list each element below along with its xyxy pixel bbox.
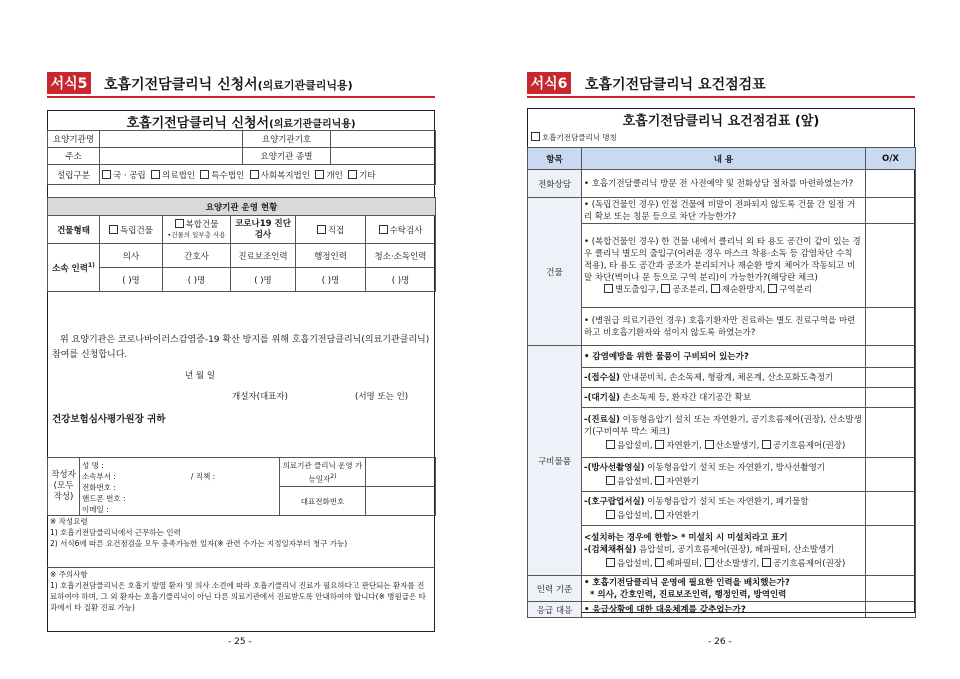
ox-supplies-a[interactable] <box>866 346 916 368</box>
sign-label: (서명 또는 인) <box>355 392 409 402</box>
sec-staffing-sub: * 의사, 간호인력, 진료보조인력, 행정인력, 방역인력 <box>590 589 787 600</box>
writer-table <box>47 457 436 516</box>
sec-building-b-text: • (복합건물인 경우) 한 건물 내에서 클리닉 외 타 용도 공간이 같이 있는 경우 클리닉 별도의 출입구(어려운 경우 마스크 착용·소독 등 감염차단 수칙 적용), 타 용도 공간과 공조가 분리되거나 재순환 방지 체어가 작동되고 비말 차단(벽이나 문 등으로 구역 분리)이 가능한가?(해당란 체크) <box>584 236 861 283</box>
est-option-medical-corp[interactable]: 의료법인 <box>151 171 195 181</box>
sec-supplies-xray: -(방사선촬영실) 이동형음압기 설치 또는 자연환기, 방사선촬영기 음압설비, 자연환기 <box>582 458 866 492</box>
writer-dept[interactable]: 소속부서 : / 직책 : <box>82 472 216 481</box>
form5-header-suffix: (의료기관클리닉용) <box>257 79 353 92</box>
ops-header: 요양기관 운영 현황 <box>48 198 436 216</box>
ox-supplies-exam[interactable] <box>866 408 916 458</box>
notes-item-1: 1) 호흡기전담클리닉에서 근무하는 인력 <box>50 528 181 537</box>
est-option-welfare-corp[interactable]: 사회복지법인 <box>250 171 310 181</box>
sec-emergency: 응급 대응 <box>528 602 582 618</box>
field-address[interactable] <box>100 148 243 165</box>
notes-item-2: 2) 서식6에 따른 요건점검을 모두 충족가능한 일자(※ 관련 수가는 지정일자부터 청구 가능) <box>50 539 348 548</box>
form5-info-table <box>47 130 436 185</box>
label-rep-phone: 대표전화번호 <box>280 487 366 516</box>
est-option-other[interactable]: 기타 <box>348 171 375 181</box>
sec-staffing: 인력 기준 <box>528 576 582 602</box>
sec-supplies-reception: -(접수실) 안내문비치, 손소독제, 형광계, 체온계, 산소포화도측정기 <box>582 368 866 388</box>
ox-staffing[interactable] <box>866 576 916 602</box>
label-institution-type: 요양기관 종별 <box>243 148 331 165</box>
form6-header-title: 호흡기전담클리닉 요건점검표 <box>585 77 766 93</box>
form5-header-line <box>47 96 435 98</box>
field-institution-name[interactable] <box>100 131 243 148</box>
sec-supplies-a: • 감염예방을 위한 물품이 구비되어 있는가? <box>582 346 866 368</box>
staff-count-admin[interactable]: ( )명 <box>296 268 366 292</box>
staff-col-admin: 행정인력 <box>296 244 366 268</box>
xray-opt-negative-pressure[interactable]: 음압설비 <box>606 477 650 487</box>
label-writer: 작성자 (모두 작성) <box>48 458 80 516</box>
staff-count-cleaning[interactable]: ( )명 <box>366 268 436 292</box>
caution-block <box>50 569 430 613</box>
ox-building-a[interactable] <box>866 198 916 224</box>
form5-title <box>47 112 435 131</box>
sec-building-a: • (독립건물인 경우) 인접 건물에 비말이 전파되지 않도록 건물 간 일정 거리 확보 또는 칭문 등으로 차단 가능한가? <box>582 198 866 224</box>
corona-opt-direct[interactable]: 직접 <box>296 216 366 244</box>
addressee: 건강보험심사평가원장 귀하 <box>52 414 166 425</box>
resp-opt-negative-pressure[interactable]: 음압설비 <box>606 511 650 521</box>
ox-supplies-reception[interactable] <box>866 368 916 388</box>
ox-supplies-specimen[interactable] <box>866 526 916 576</box>
resp-options: 음압설비, 자연환기 <box>584 510 863 522</box>
building-opt-standalone[interactable]: 독립건물 <box>100 216 163 244</box>
form6-header-line <box>527 96 915 98</box>
corona-opt-outsourced[interactable]: 수탁검사 <box>366 216 436 244</box>
specimen-note: <설치하는 경우에 한함> * 미설치 시 미설치라고 표기 <box>584 532 788 543</box>
staff-col-doctor: 의사 <box>100 244 163 268</box>
form5-title-suffix: (의료기관클리닉용) <box>269 119 356 130</box>
caution-title: ※ 주의사항 <box>50 570 88 579</box>
opt-hvac-separation[interactable]: 공조분리 <box>661 285 705 295</box>
writer-email[interactable]: 이메일 : <box>82 505 109 514</box>
opt-zone-separation[interactable]: 구역분리 <box>768 285 812 295</box>
exam-opt-negative-pressure[interactable]: 음압설비 <box>606 441 650 451</box>
ox-emergency[interactable] <box>866 602 916 618</box>
specimen-options: 음압설비, 헤파필터, 산소발생기, 공기흐름제어(권장) <box>584 558 863 570</box>
writer-fields <box>80 458 280 516</box>
writer-position[interactable]: / 직책 : <box>190 472 216 481</box>
writer-phone[interactable]: 전화번호 : <box>82 483 116 492</box>
form5-header-title-text: 호흡기전담클리닉 신청서 <box>104 77 258 93</box>
label-building-type: 건물형태 <box>48 216 100 244</box>
staff-col-nurse: 간호사 <box>163 244 231 268</box>
label-staff: 소속 인력$^{1)}$ <box>48 244 100 292</box>
sec-staffing-text: • 호흡기전담클리닉 운영에 필요한 인력을 배치했는가? * 의사, 간호인력, 진료보조인력, 행정인력, 방역인력 <box>582 576 866 602</box>
staff-col-cleaning: 청소·소독인력 <box>366 244 436 268</box>
form6-title: 호흡기전담클리닉 요건점검표 (앞) <box>622 114 820 129</box>
col-item: 항목 <box>528 148 582 170</box>
application-date[interactable]: 년 월 일 <box>185 371 216 381</box>
staff-count-assistant[interactable]: ( )명 <box>231 268 296 292</box>
opt-separate-entrance[interactable]: 별도출입구 <box>604 285 656 295</box>
label-establishment: 설립구분 <box>48 165 100 185</box>
sec-building-c: • (병원급 의료기관인 경우) 호흡기환자만 진료하는 별도 진료구역을 마련하고 비호흡기환자와 섞이지 않도록 하였는가? <box>582 308 866 346</box>
notes-divider <box>47 567 435 568</box>
clinic-name-line: 호흡기전담클리닉 명칭 <box>531 132 617 143</box>
ox-phone[interactable] <box>866 170 916 198</box>
staff-col-assistant: 진료보조인력 <box>231 244 296 268</box>
clinic-name-checkbox[interactable] <box>531 132 540 141</box>
col-content: 내 용 <box>582 148 866 170</box>
sec-emergency-text: • 응급상황에 대한 대응체계를 갖추었는가? <box>582 602 866 618</box>
est-option-special-corp[interactable]: 특수법인 <box>200 171 244 181</box>
label-institution-name: 요양기관명 <box>48 131 100 148</box>
sec-supplies-exam: -(진료실) 이동형음압기 설치 또는 자연환기, 공기흐름제어(권장), 산소발생기(구비여부 박스 체크) 음압설비, 자연환기, 산소발생기, 공기흐름제어(권장) <box>582 408 866 458</box>
label-address: 주소 <box>48 148 100 165</box>
field-institution-type[interactable] <box>331 148 436 165</box>
field-institution-code[interactable] <box>331 131 436 148</box>
specimen-opt-hepa[interactable]: 헤파필터 <box>655 559 699 569</box>
writer-mobile[interactable]: 핸드폰 번호 : <box>82 494 126 503</box>
sec-phone: 전화상담 <box>528 170 582 198</box>
form5-badge: 서식5 <box>47 72 91 94</box>
form5-header-title <box>104 74 353 94</box>
specimen-opt-airflow[interactable]: 공기흐름제어(권장) <box>762 559 845 569</box>
staff-count-doctor[interactable]: ( )명 <box>100 268 163 292</box>
form5-frame <box>47 110 435 632</box>
caution-text: 1) 호흡기전담클리닉은 호흡기 발열 환자 및 의사 소견에 따라 호흡기클리닉 진료가 필요하다고 판단되는 환자를 진료하여야 하며, 그 외 환자는 호흡기클리닉이 아닌 다른 의료기관에서 진료받도록 안내하여야 합니다(※ 병원급은 타 과에서 타 질환 진료 가능) <box>50 581 426 612</box>
writer-name[interactable]: 성 명 : <box>82 461 104 470</box>
opt-recirculation[interactable]: 재순환방지 <box>711 285 763 295</box>
sec-supplies-resp: -(호구랍업서실) 이동형음압기 설치 또는 자연환기, 폐기물함 음압설비, 자연환기 <box>582 492 866 526</box>
sec-supplies: 구비물품 <box>528 346 582 576</box>
xray-opt-natural-vent[interactable]: 자연환기 <box>655 477 699 487</box>
est-option-public[interactable]: 국 · 공립 <box>102 171 146 181</box>
form5-ops-table <box>47 197 436 292</box>
ox-supplies-waiting[interactable] <box>866 388 916 408</box>
resp-opt-natural-vent[interactable]: 자연환기 <box>655 511 699 521</box>
ox-supplies-xray[interactable] <box>866 458 916 492</box>
notes-title: ※ 작성요령 <box>50 517 88 526</box>
staff-count-nurse[interactable]: ( )명 <box>163 268 231 292</box>
sec-building: 건물 <box>528 198 582 346</box>
requirements-table <box>527 147 916 618</box>
page-number-left: - 25 - <box>228 637 252 647</box>
label-institution-code: 요양기관기호 <box>243 131 331 148</box>
applicant-label: 개설자(대표자) <box>232 392 288 402</box>
ox-supplies-resp[interactable] <box>866 492 916 526</box>
exam-options: 음압설비, 자연환기, 산소발생기, 공기흐름제어(권장) <box>584 440 863 452</box>
xray-options: 음압설비, 자연환기 <box>584 476 863 488</box>
label-clinic-date: 의료기관 클리닉 운영 가능일자$^{2)}$ <box>280 458 366 487</box>
specimen-opt-negative-pressure[interactable]: 음압설비 <box>606 559 650 569</box>
exam-opt-natural-vent[interactable]: 자연환기 <box>655 441 699 451</box>
specimen-opt-oxygen[interactable]: 산소발생기 <box>705 559 757 569</box>
application-paragraph: 위 요양기관은 코로나바이러스감염증-19 확산 방지를 위해 호흡기전담클리닉(의료기관클리닉) 참여를 신청합니다. <box>52 335 430 360</box>
field-rep-phone[interactable] <box>366 487 436 516</box>
establishment-options <box>100 165 436 185</box>
form6-badge: 서식6 <box>527 72 571 94</box>
exam-opt-airflow[interactable]: 공기흐름제어(권장) <box>762 441 845 451</box>
ox-building-b[interactable] <box>866 224 916 308</box>
est-option-private[interactable]: 개인 <box>315 171 342 181</box>
sec-building-b <box>582 224 866 308</box>
sec-supplies-waiting: -(대기실) 손소독제 등, 환자간 대기공간 확보 <box>582 388 866 408</box>
sec-phone-text: • 호흡기전담클리닉 방문 전 사전예약 및 전화상담 절차를 마련하였는가? <box>582 170 866 198</box>
building-b-options: 별도출입구, 공조분리, 재순환방지, 구역분리 <box>584 284 863 296</box>
form5-title-text: 호흡기전담클리닉 신청서 <box>126 116 270 131</box>
ox-building-c[interactable] <box>866 308 916 346</box>
notes-block <box>50 516 432 549</box>
col-ox: O/X <box>866 148 916 170</box>
sec-supplies-specimen: <설치하는 경우에 한함> * 미설치 시 미설치라고 표기 -(검체채취실) 음압설비, 공기흐름제어(권장), 헤파필터, 산소발생기 음압설비, 헤파필터, 산소발생기, 공기흐름제어(권장) <box>582 526 866 576</box>
page-number-right: - 26 - <box>708 637 732 647</box>
field-clinic-date[interactable] <box>366 458 436 487</box>
building-opt-complex[interactable]: 복합건물 •건물의 일부층 사용 <box>163 216 231 244</box>
exam-opt-oxygen[interactable]: 산소발생기 <box>705 441 757 451</box>
label-corona-test: 코로나19 진단 검사 <box>231 216 296 244</box>
